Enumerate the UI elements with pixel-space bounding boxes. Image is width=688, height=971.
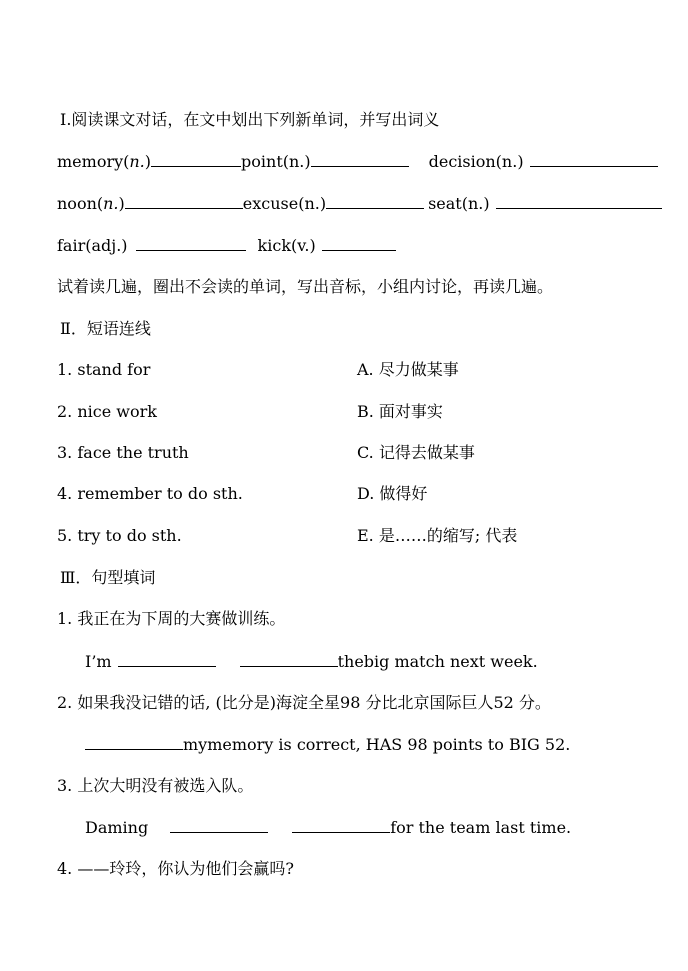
word-kick: kick(v.) [257,236,316,255]
blank-excuse[interactable] [326,192,424,209]
section-2-title: Ⅱ．短语连线 [60,319,151,338]
question-3-en: Daming for the team last time. [85,818,572,837]
blank-q3-2[interactable] [292,816,390,833]
question-2-en: mymemory is correct, HAS 98 points to BIG 52. [85,733,570,756]
word-memory: memory(n.) [57,152,152,171]
phrase-right-a: A. 尽力做某事 [357,360,459,379]
question-1-cn: 1. 我正在为下周的大赛做训练。 [57,609,286,628]
blank-noon[interactable] [125,192,243,209]
blank-seat[interactable] [496,192,662,209]
blank-q3-1[interactable] [170,816,268,833]
phrase-left-2: 2. nice work [57,402,157,421]
word-noon: noon(n.) [57,194,125,213]
phrase-left-1: 1. stand for [57,360,151,379]
word-seat: seat(n.) [428,194,490,213]
blank-memory[interactable] [151,150,241,167]
phrase-left-4: 4. remember to do sth. [57,484,243,503]
word-excuse: excuse(n.) [242,194,327,213]
section-1-title: Ⅰ.阅读课文对话，在文中划出下列新单词，并写出词义 [60,110,440,129]
word-point: point(n.) [241,152,311,171]
question-3-cn: 3. 上次大明没有被选入队。 [57,776,254,795]
blank-q2-1[interactable] [85,733,183,750]
question-2-cn: 2. 如果我没记错的话, (比分是)海淀全星98 分比北京国际巨人52 分。 [57,693,551,712]
blank-kick[interactable] [322,234,396,251]
vocab-row-2 [57,192,662,215]
phrase-left-3: 3. face the truth [57,443,189,462]
phrase-left-5: 5. try to do sth. [57,526,182,545]
phrase-right-c: C. 记得去做某事 [357,443,475,462]
section-1-note: 试着读几遍，圈出不会读的单词，写出音标，小组内讨论，再读几遍。 [57,277,554,296]
phrase-right-d: D. 做得好 [357,484,428,503]
question-4-cn: 4. ——玲玲，你认为他们会赢吗? [57,859,294,878]
blank-decision[interactable] [530,150,658,167]
blank-fair[interactable] [136,234,246,251]
section-3-title: Ⅲ．句型填词 [60,568,156,587]
blank-point[interactable] [311,150,409,167]
vocab-row-1 [57,150,658,173]
phrase-right-e: E. 是……的缩写; 代表 [357,526,518,545]
question-1-en: I’m thebig match next week. [85,652,538,671]
blank-q1-1[interactable] [118,650,216,667]
word-decision: decision(n.) [428,152,524,171]
blank-q1-2[interactable] [240,650,338,667]
phrase-right-b: B. 面对事实 [357,402,443,421]
word-fair: fair(adj.) [57,236,128,255]
vocab-row-3 [57,234,396,257]
